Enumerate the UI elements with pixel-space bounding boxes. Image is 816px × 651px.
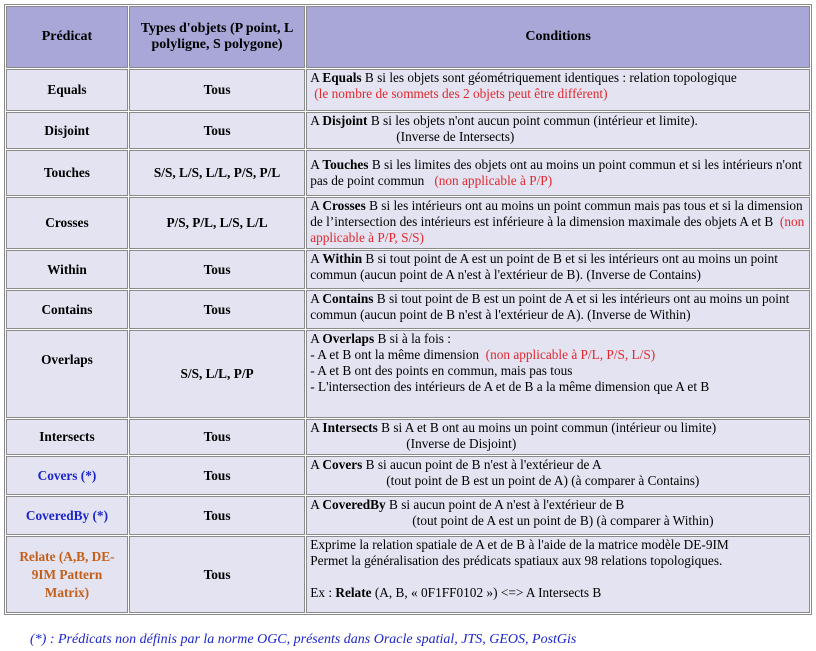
condition-text: A Contains B si tout point de B est un point de A et si les intérieurs ont au moins un point commun (aucun point de B n'est à l'extérieur de A). (Inverse de Within) [306,290,810,329]
header-conditions: Conditions [306,6,810,68]
object-types: Tous [129,69,305,111]
condition-text: A Within B si tout point de A est un point de B et si les intérieurs ont au moins un point commun (aucun point de A n'est à l'extérieur de B). (Inverse de Contains) [306,250,810,289]
header-types: Types d'objets (P point, L polyligne, S polygone) [129,6,305,68]
condition-text: A Covers B si aucun point de B n'est à l'extérieur de A (tout point de B est un point de A) (à comparer à Contains) [306,456,810,495]
table-row [6,112,810,149]
condition-text: A Crosses B si les intérieurs ont au moins un point commun mais pas tous et si la dimension de l’intersection des intérieurs est inférieure à la dimension maximale des objets A et B (non applicable à P/P, S/S) [306,197,810,249]
predicate-name: Disjoint [6,112,128,149]
object-types: P/S, P/L, L/S, L/L [129,197,305,249]
object-types: S/S, L/S, L/L, P/S, P/L [129,150,305,196]
condition-text: A Disjoint B si les objets n'ont aucun point commun (intérieur et limite). (Inverse de Intersects) [306,112,810,149]
predicate-name: Covers (*) [6,456,128,495]
table-row [6,69,810,111]
predicate-name: Touches [6,150,128,196]
predicate-name: Contains [6,290,128,329]
table-row [6,536,810,613]
header-predicate: Prédicat [6,6,128,68]
object-types: Tous [129,496,305,535]
table-row [6,197,810,249]
object-types: Tous [129,456,305,495]
table-row [6,456,810,495]
predicate-name: Relate (A,B, DE-9IM Pattern Matrix) [6,536,128,613]
object-types: Tous [129,536,305,613]
predicate-name: Equals [6,69,128,111]
table-row [6,330,810,418]
condition-text: A Intersects B si A et B ont au moins un point commun (intérieur ou limite) (Inverse de Disjoint) [306,419,810,455]
table-row [6,250,810,289]
condition-text: A Touches B si les limites des objets ont au moins un point commun et si les intérieurs n'ont pas de point commun (non applicable à P/P) [306,150,810,196]
predicate-name: Crosses [6,197,128,249]
table-row [6,290,810,329]
object-types: Tous [129,290,305,329]
predicate-name: Overlaps [6,330,128,418]
table-row [6,419,810,455]
object-types: Tous [129,419,305,455]
condition-text: Exprime la relation spatiale de A et de B à l'aide de la matrice modèle DE-9IM Permet la généralisation des prédicats spatiaux aux 98 relations topologiques. Ex : Relate (A, B, « 0F1FF0102 ») <=> A Intersects B [306,536,810,613]
predicate-name: Within [6,250,128,289]
condition-text: A Equals B si les objets sont géométriquement identiques : relation topologique (le nombre de sommets des 2 objets peut être différent) [306,69,810,111]
footnote: (*) : Prédicats non définis par la norme OGC, présents dans Oracle spatial, JTS, GEOS, PostGis [30,632,577,647]
table-row [6,496,810,535]
predicate-name: CoveredBy (*) [6,496,128,535]
predicate-name: Intersects [6,419,128,455]
header-row [6,6,810,68]
condition-text: A Overlaps B si à la fois : - A et B ont la même dimension (non applicable à P/L, P/S, L/S) - A et B ont des points en commun, mais pas tous - L'intersection des intérieurs de A et de B a la même dimension que A et B [306,330,810,418]
table-row [6,150,810,196]
spatial-predicates-table [4,4,812,615]
object-types: S/S, L/L, P/P [129,330,305,418]
predicates-table-container [4,4,812,615]
object-types: Tous [129,250,305,289]
condition-text: A CoveredBy B si aucun point de A n'est à l'extérieur de B (tout point de A est un point de B) (à comparer à Within) [306,496,810,535]
object-types: Tous [129,112,305,149]
